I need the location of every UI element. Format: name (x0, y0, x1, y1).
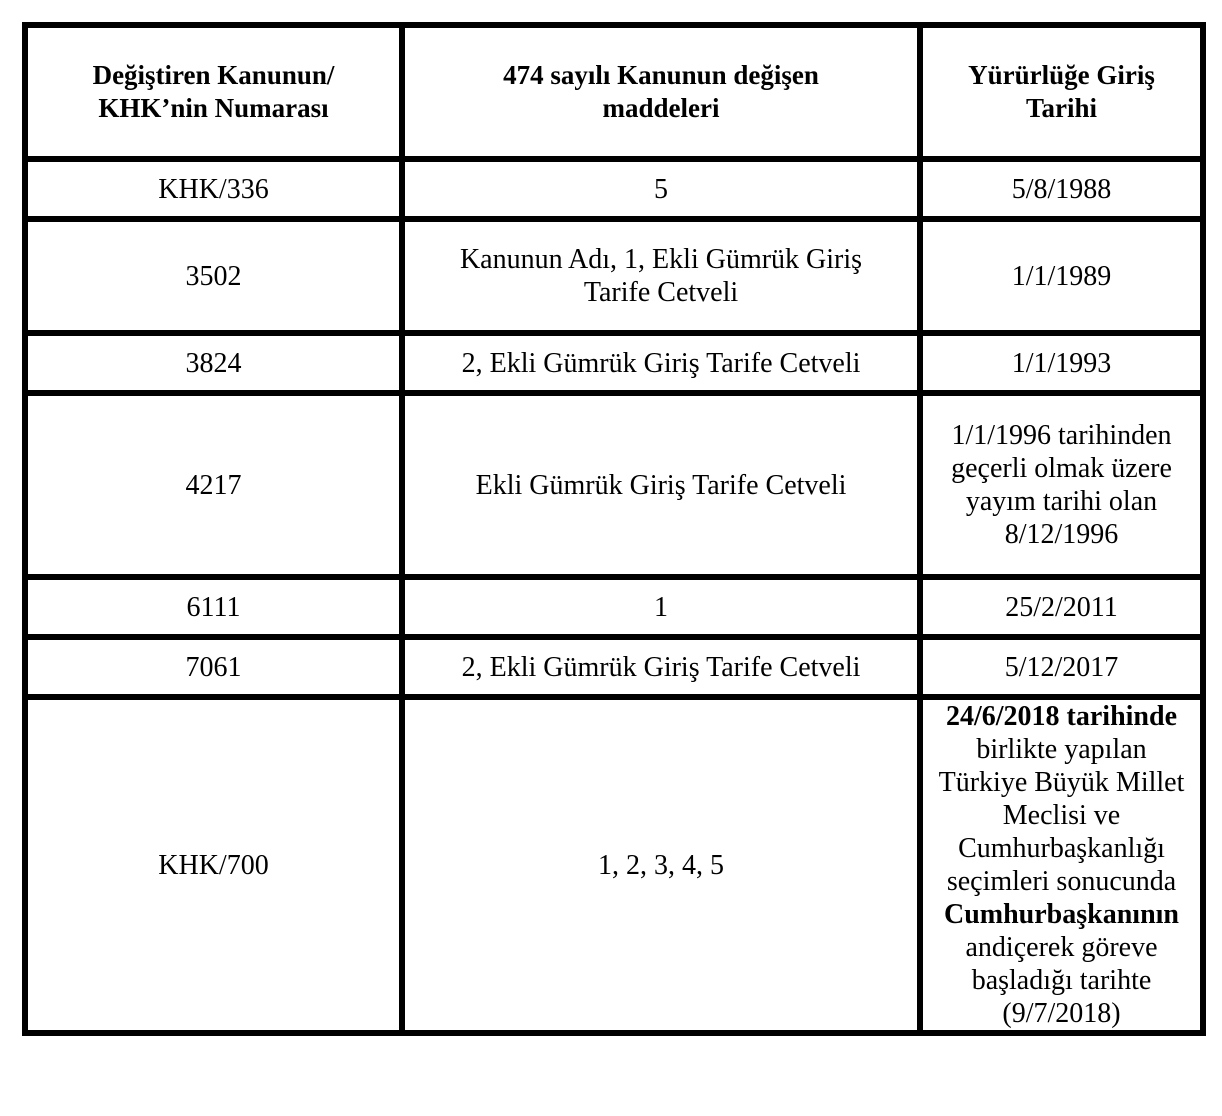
cell-line: 25/2/2011 (1005, 591, 1118, 623)
cell-effective-date (920, 333, 1203, 393)
cell-line: 1/1/1989 (1011, 260, 1112, 292)
cell-law-number: 6111 (25, 577, 402, 637)
header-line: 474 sayılı Kanunun değişen (503, 60, 819, 90)
cell-line: 2, Ekli Gümrük Giriş Tarife Cetveli (461, 347, 861, 379)
cell-line: Cumhurbaşkanlığı (958, 833, 1165, 864)
cell-line: Ekli Gümrük Giriş Tarife Cetveli (475, 469, 847, 501)
cell-effective-date (920, 577, 1203, 637)
cell-line: seçimleri sonucunda (946, 866, 1177, 897)
cell-line: (9/7/2018) (1002, 998, 1121, 1029)
cell-line: Cumhurbaşkanının (943, 899, 1179, 930)
header-line: Tarihi (1025, 93, 1098, 123)
cell-articles (402, 697, 920, 1033)
cell-line: 5/8/1988 (1011, 173, 1112, 205)
header-line: Yürürlüğe Giriş (968, 60, 1155, 90)
header-line: Değiştiren Kanunun/ (92, 60, 335, 90)
cell-line: 1, 2, 3, 4, 5 (598, 849, 724, 881)
table-row (25, 393, 1203, 577)
cell-effective-date (920, 219, 1203, 333)
cell-line: birlikte yapılan (976, 734, 1147, 765)
cell-line: Meclisi ve (1002, 800, 1121, 831)
cell-law-number: 3502 (25, 219, 402, 333)
cell-articles (402, 333, 920, 393)
cell-articles (402, 219, 920, 333)
header-changed-articles (402, 25, 920, 159)
cell-line: Tarife Cetveli (583, 277, 739, 308)
cell-line: 2, Ekli Gümrük Giriş Tarife Cetveli (461, 651, 861, 683)
cell-line: başladığı tarihte (971, 965, 1152, 996)
cell-line: 5/12/2017 (1004, 651, 1119, 683)
cell-effective-date (920, 697, 1203, 1033)
cell-law-number: 4217 (25, 393, 402, 577)
amendment-table (22, 22, 1206, 1036)
cell-line: 1 (654, 591, 668, 623)
cell-line: 1/1/1993 (1011, 347, 1112, 379)
cell-line: Türkiye Büyük Millet (938, 767, 1185, 798)
table-row (25, 577, 1203, 637)
cell-law-number: 3824 (25, 333, 402, 393)
cell-line: yayım tarihi olan (965, 486, 1158, 517)
cell-law-number: KHK/700 (25, 697, 402, 1033)
cell-articles (402, 637, 920, 697)
header-amending-law-number (25, 25, 402, 159)
cell-law-number: 7061 (25, 637, 402, 697)
cell-line: andiçerek göreve (965, 932, 1158, 963)
cell-line: 1/1/1996 tarihinden (951, 420, 1172, 451)
cell-articles (402, 577, 920, 637)
cell-line: 8/12/1996 (1004, 519, 1119, 550)
cell-law-number: KHK/336 (25, 159, 402, 219)
cell-effective-date (920, 637, 1203, 697)
table-row (25, 219, 1203, 333)
header-line: KHK’nin Numarası (98, 93, 329, 123)
table-row (25, 159, 1203, 219)
table-row (25, 637, 1203, 697)
cell-effective-date (920, 393, 1203, 577)
header-effective-date (920, 25, 1203, 159)
cell-line: Kanunun Adı, 1, Ekli Gümrük Giriş (459, 244, 863, 275)
cell-articles (402, 393, 920, 577)
table-row (25, 697, 1203, 1033)
header-line: maddeleri (602, 93, 720, 123)
cell-line: 5 (654, 173, 668, 205)
table-row (25, 333, 1203, 393)
cell-line: 24/6/2018 tarihinde (945, 701, 1177, 732)
table-header-row (25, 25, 1203, 159)
cell-effective-date (920, 159, 1203, 219)
cell-line: geçerli olmak üzere (951, 453, 1172, 484)
cell-articles (402, 159, 920, 219)
